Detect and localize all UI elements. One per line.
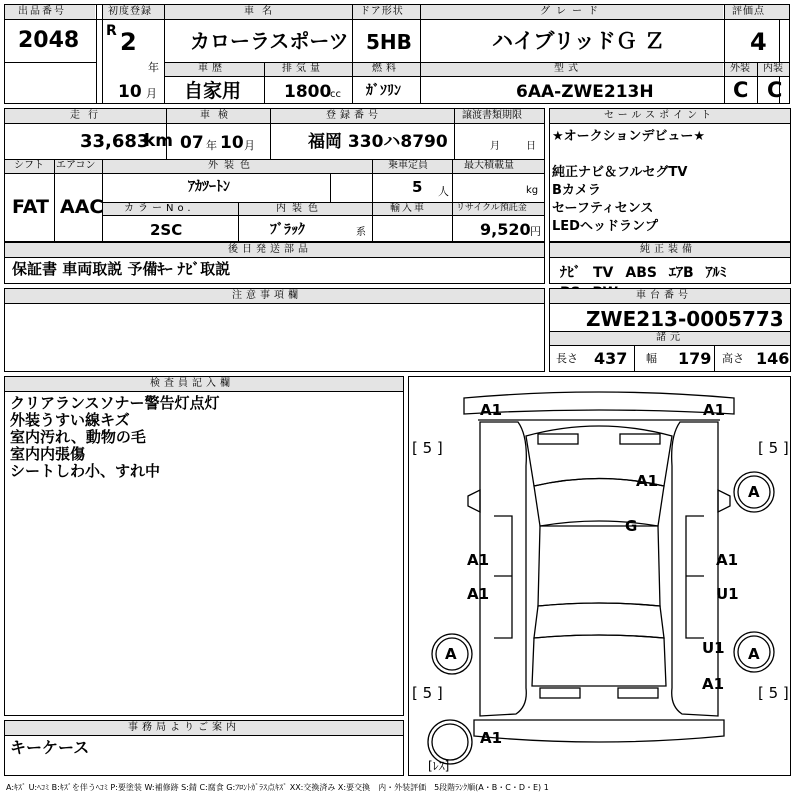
transfer-deadline-label: 譲渡書類期限 — [462, 110, 522, 121]
ext-grade-label: 外装 — [730, 63, 750, 74]
color-no-value: 2SC — [150, 221, 183, 239]
chassis-value: ZWE213-0005773 — [586, 307, 784, 331]
sales-point-item: Bカメラ — [552, 183, 601, 198]
later-parts-value: 保証書 車両取説 予備ｷｰ ﾅﾋﾞ取説 — [12, 260, 231, 278]
equipment-item: ｴｱB — [668, 265, 694, 281]
history-label: 車歴 — [198, 63, 226, 74]
first-reg-year-unit: 年 — [148, 61, 159, 74]
height-value: 146 — [756, 349, 790, 368]
int-color-label: 内装色 — [276, 203, 324, 214]
int-color-unit: 系 — [356, 227, 366, 238]
max-load-unit: kg — [526, 185, 539, 196]
notes-label: 注意事項欄 — [232, 290, 302, 301]
equipment-item: TV — [593, 265, 614, 281]
inspector-note-line: シートしわ小、すれ中 — [10, 462, 161, 480]
equipment-item: ｱﾙﾐ — [705, 265, 727, 281]
mark-door-rr: U1 — [716, 585, 739, 603]
sales-point-item: セーフティセンス — [552, 201, 654, 216]
height-label: 高さ — [722, 352, 744, 365]
ext-color-label: 外装色 — [208, 160, 256, 171]
recycle-value: 9,520 — [480, 220, 531, 239]
tire-fl-label: [ 5 ] — [412, 439, 443, 457]
equipment-item: ABS — [625, 265, 657, 281]
car-diagram — [408, 376, 791, 776]
door-type: 5HB — [366, 30, 412, 54]
int-grade-label: 内装 — [763, 63, 783, 74]
capacity-label: 乗車定員 — [388, 160, 428, 171]
recycle-label: リサイクル預託金 — [456, 203, 527, 213]
aircon-label: エアコン — [56, 160, 96, 171]
inspector-note-line: 室内内張傷 — [10, 445, 86, 463]
transfer-day-unit: 日 — [526, 141, 536, 152]
inspection-month-unit: 月 — [244, 139, 255, 152]
mark-quarter-rr: U1 — [702, 639, 725, 657]
first-reg-month: 10 — [118, 82, 142, 102]
specs-label: 諸元 — [656, 332, 684, 343]
mileage-label: 走行 — [70, 110, 106, 121]
fuel-value: ｶﾞｿﾘﾝ — [366, 83, 401, 99]
sales-point-item: 純正ナビ＆フルセグTV — [552, 165, 688, 180]
import-label: 輸入車 — [390, 203, 426, 214]
later-parts-label: 後日発送部品 — [228, 244, 312, 255]
recycle-unit: 円 — [530, 225, 541, 238]
inspection-label: 車検 — [200, 110, 236, 121]
fuel-label: 燃料 — [372, 63, 400, 74]
sales-point-item: ★オークションデビュー★ — [552, 129, 706, 144]
int-color-value: ﾌﾞﾗｯｸ — [270, 222, 305, 238]
office-value: キーケース — [10, 738, 90, 757]
mark-front-left: A1 — [480, 401, 503, 419]
score-value: 4 — [750, 28, 767, 56]
grade-value: ハイブリッドＧ Ｚ — [492, 29, 666, 53]
spare-tire-label: [ﾚｽ] — [428, 759, 450, 773]
mark-wheel-rr: A — [748, 645, 760, 663]
mileage-value: 33,683 — [80, 131, 150, 152]
mark-wheel-rl: A — [445, 645, 457, 663]
sales-points-label: セールスポイント — [604, 110, 716, 121]
legend-text: A:ｷｽﾞ U:ﾍｺﾐ B:ｷｽﾞを伴うﾍｺﾐ P:要塗装 W:補修跡 S:錆 C:腐食 G:ﾌﾛﾝﾄｶﾞﾗｽ点ｷｽﾞ XX:交換済み X:要交換 内・外装評価 5段階ﾗﾝｸ順(A・B・C・D・E) 1 — [6, 783, 549, 792]
sales-point-item: LEDヘッドランプ — [552, 219, 658, 234]
equipment-item: ﾅﾋﾞ — [560, 265, 581, 281]
sales-points-list — [552, 128, 705, 236]
mark-door-fl: A1 — [467, 551, 490, 569]
score-label: 評価点 — [732, 6, 765, 17]
plate-label: 登録番号 — [326, 110, 382, 121]
tire-rl-label: [ 5 ] — [412, 684, 443, 702]
tire-fr-label: [ 5 ] — [758, 439, 789, 457]
length-label: 長さ — [556, 352, 578, 365]
grade-label: グレード — [540, 6, 604, 17]
tire-rr-label: [ 5 ] — [758, 684, 789, 702]
mark-wheel-fr: A — [748, 483, 760, 501]
model-label: 型式 — [554, 63, 582, 74]
chassis-label: 車台番号 — [636, 290, 692, 301]
model-value: 6AA-ZWE213H — [516, 82, 654, 102]
displacement-unit: cc — [330, 89, 341, 100]
first-reg-label: 初度登録 — [108, 6, 152, 17]
mark-rear-right: A1 — [702, 675, 725, 693]
max-load-label: 最大積載量 — [464, 160, 514, 171]
displacement-value: 1800 — [284, 82, 332, 102]
capacity-unit: 人 — [438, 185, 449, 198]
mileage-unit: km — [144, 131, 174, 151]
mark-front-right: A1 — [703, 401, 726, 419]
displacement-label: 排気量 — [282, 63, 324, 74]
mark-roof: G — [625, 517, 638, 535]
length-value: 437 — [594, 349, 628, 368]
inspection-year: 07 — [180, 133, 204, 153]
first-reg-era: R — [106, 23, 117, 39]
color-no-label: カラーNo. — [124, 203, 195, 214]
inspector-note-line: 外装うすい線キズ — [10, 411, 130, 429]
int-grade-value: C — [767, 78, 783, 102]
equipment-label: 純正装備 — [640, 244, 696, 255]
mark-rear-left: A1 — [480, 729, 503, 747]
ext-grade-value: C — [733, 78, 749, 102]
width-value: 179 — [678, 349, 712, 368]
first-reg-month-unit: 月 — [146, 87, 157, 100]
inspector-label: 検査員記入欄 — [150, 378, 234, 389]
office-label: 事務局よりご案内 — [128, 722, 240, 733]
car-name: カローラスポーツ — [190, 29, 349, 53]
history-value: 自家用 — [184, 80, 242, 102]
aircon-value: AAC — [60, 196, 104, 218]
inspection-month: 10 — [220, 133, 244, 153]
door-label: ドア形状 — [360, 6, 404, 17]
mark-hood: A1 — [636, 472, 659, 490]
mark-door-fr: A1 — [716, 551, 739, 569]
width-label: 幅 — [646, 352, 657, 365]
inspection-year-unit: 年 — [206, 139, 217, 152]
lot-label: 出品番号 — [18, 6, 66, 17]
shift-label: シフト — [14, 160, 44, 171]
ext-color-value: ｱｶﾂｰﾄﾝ — [188, 179, 230, 195]
capacity-value: 5 — [412, 178, 423, 196]
inspector-note-line: クリアランスソナー警告灯点灯 — [10, 394, 220, 412]
lot-number: 2048 — [18, 28, 80, 53]
mark-door-rl: A1 — [467, 585, 490, 603]
car-name-label: 車名 — [244, 6, 280, 17]
shift-value: FAT — [12, 196, 49, 218]
plate-value: 福岡 330ハ8790 — [308, 132, 448, 152]
transfer-month-unit: 月 — [490, 141, 500, 152]
inspector-note-line: 室内汚れ、動物の毛 — [10, 428, 146, 446]
first-reg-year: 2 — [120, 28, 137, 56]
inspector-notes — [10, 395, 220, 480]
sales-point-item — [552, 146, 705, 164]
